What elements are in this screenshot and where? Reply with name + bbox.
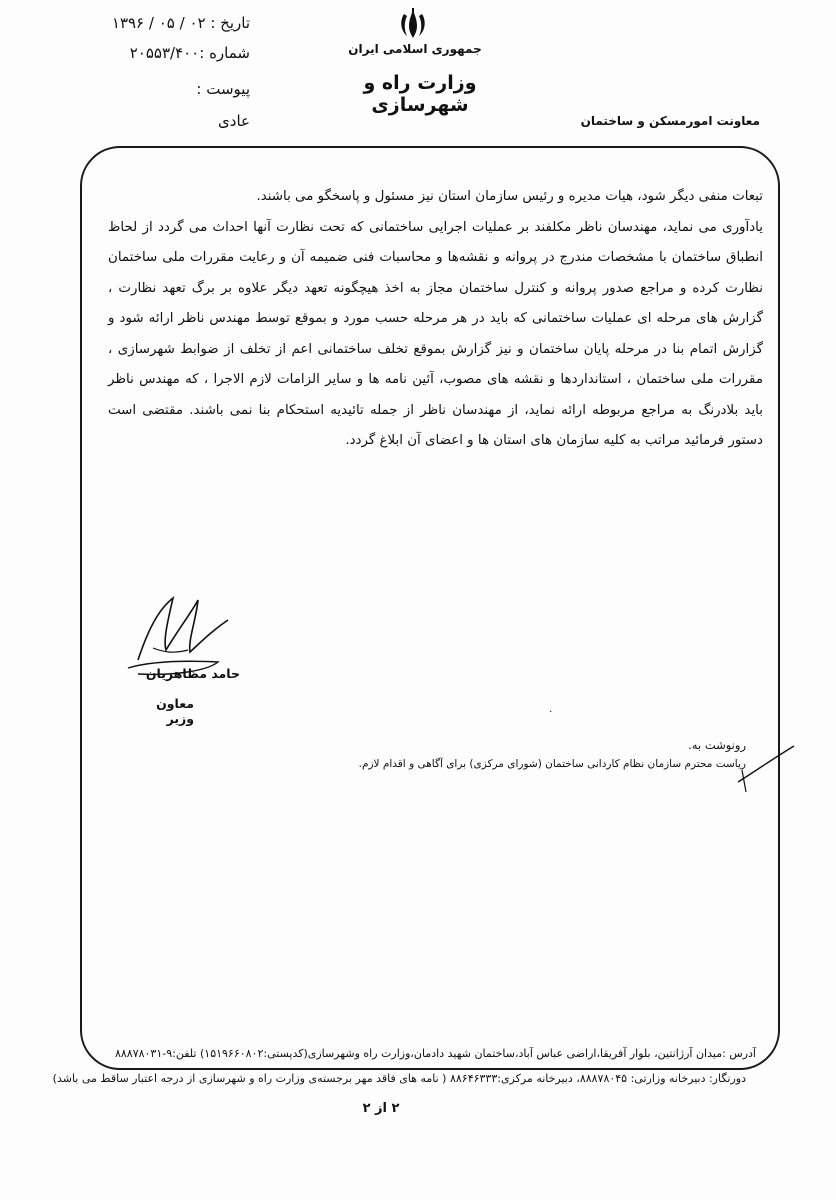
letter-classification: عادی [218, 112, 250, 130]
page-number: ۲ از ۲ [362, 1101, 400, 1116]
letter-attachment: پیوست : [196, 80, 250, 98]
iran-emblem-icon [395, 6, 431, 42]
copy-recipient: ریاست محترم سازمان نظام کاردانی ساختمان (شورای مرکزی) برای آگاهی و اقدام لازم. [358, 758, 746, 770]
body-paragraph: تبعات منفی دیگر شود، هیات مدیره و رئیس سازمان استان نیز مسئول و پاسخگو می باشند. [256, 189, 763, 204]
ink-dot: ٠ [548, 706, 554, 717]
signatory-title: معاون وزیر [156, 696, 194, 726]
body-paragraph: یادآوری می نماید، مهندسان ناظر مکلفند بر عملیات اجرایی ساختمانی که تحت نظارت آنها احداث می گردد از لحاظ انطباق ساختمان با مشخصات مندرج در پروانه و نقشه‌ها و محاسبات فنی ضمیمه آن و رعایت مقررات ملی ساختمان نظارت کرده و مراجع صدور پروانه و کنترل ساختمان مجاز به اخذ هیچگونه تعهد دیگر علاوه بر برگ تعهد نظارت ، گزارش های مرحله ای عملیات ساختمانی که باید در هر مرحله حسب مورد و بموقع توسط مهندس ناظر ارائه شود و گزارش اتمام بنا در مرحله پایان ساختمان و نیز گزارش بموقع تخلف ساختمانی اعم از تخلف از ضوابط شهرسازی ، مقررات ملی ساختمان ، استانداردها و نقشه های مصوب، آئین نامه ها و سایر الزامات لازم الاجرا ، که مهندس ناظر باید بلادرنگ به مراجع مربوطه ارائه نماید، از مهندسان ناظر از جمله تائیدیه استحکام بنا نمی باشند. مقتضی است دستور فرمائید مراتب به کلیه سازمان های استان ها و اعضای آن ابلاغ گردد. [108, 219, 763, 448]
signatory-name: حامد مظاهریان [145, 666, 240, 681]
letter-body [108, 182, 763, 457]
footer-address: آدرس :میدان آرژانتین، بلوار آفریقا،اراضی عباس آباد،ساختمان شهید دادمان،وزارت راه وشهرسازی(کدپستی:۱۵۱۹۶۶۰۸۰۲) تلفن:۹-۸۸۸۷۸۰۳۱ [114, 1047, 756, 1060]
republic-title: جمهوری اسلامی ایران [348, 42, 482, 56]
footer-fax: دورنگار: دبیرخانه وزارتی: ۸۸۸۷۸۰۴۵، دبیرخانه مرکزی:۸۸۶۴۶۳۳۳ ( نامه های فاقد مهر برجسته‌ی وزارت راه و شهرسازی از درجه اعتبار ساقط می باشد) [52, 1072, 746, 1085]
copy-label: رونوشت به. [688, 738, 746, 752]
letter-date: تاریخ : ۰۲ / ۰۵ / ۱۳۹۶ [111, 14, 250, 32]
deputy-office: معاونت امورمسکن و ساختمان [580, 114, 760, 128]
ministry-title: وزارت راه و شهرسازی [363, 72, 477, 116]
letter-number: شماره :۲۰۵۵۳/۴۰۰ [129, 44, 250, 62]
handwritten-mark [736, 742, 798, 794]
